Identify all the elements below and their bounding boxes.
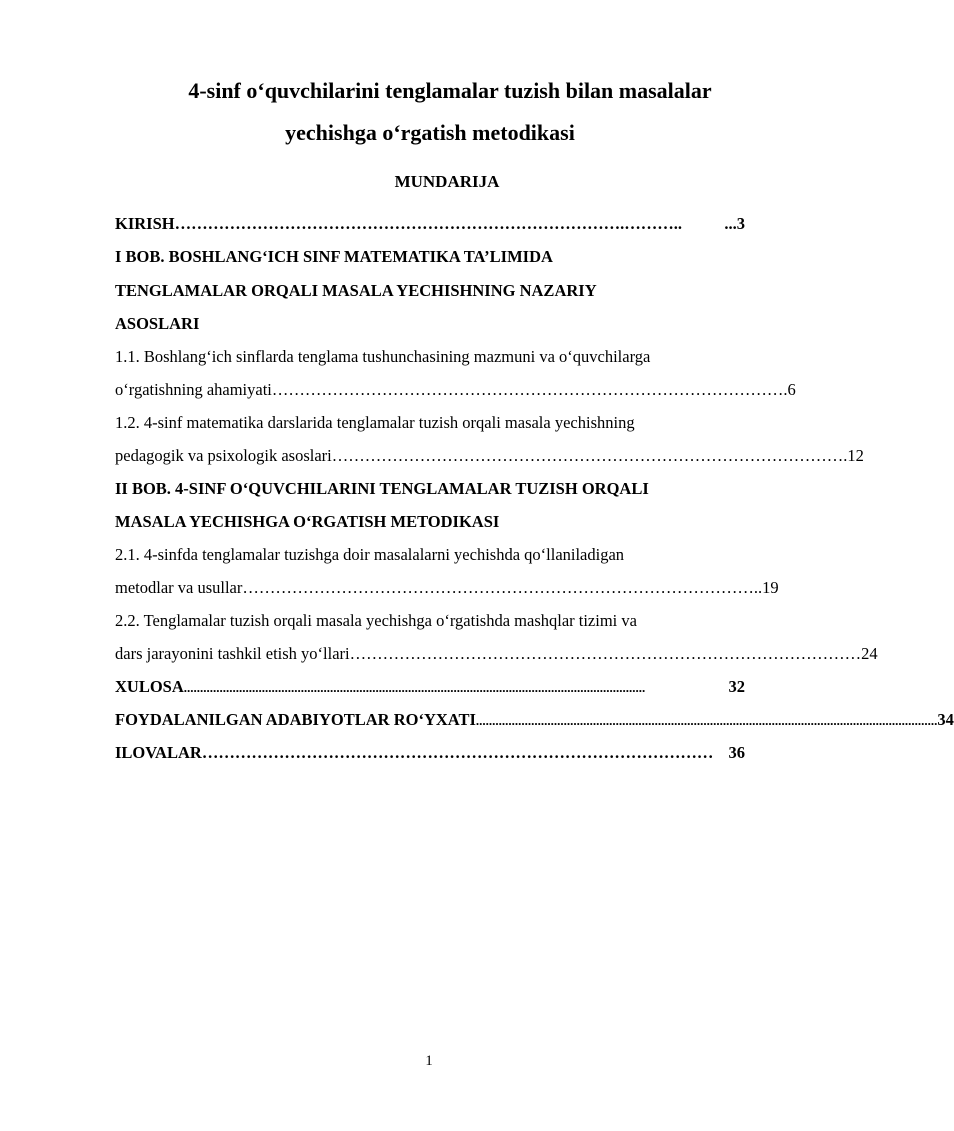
toc-page-number: ..19 xyxy=(753,578,779,597)
toc-heading: MUNDARIJA xyxy=(394,172,500,191)
document-title-line-2: yechishga o‘rgatish metodikasi xyxy=(285,120,575,145)
toc-section-1-2-line-2 xyxy=(115,445,864,467)
document-title-line-1: 4-sinf o‘quvchilarini tenglamalar tuzish bilan masalalar xyxy=(188,78,712,103)
toc-entry-label: XULOSA xyxy=(115,677,184,696)
toc-page-number: .12 xyxy=(843,446,864,465)
toc-page-number: 32 xyxy=(728,677,745,696)
toc-leader-dots: .............................................................................................................................................. xyxy=(475,713,938,728)
toc-entry-adabiyotlar xyxy=(115,709,954,732)
toc-section-1-1-line-1: 1.1. Boshlang‘ich sinflarda tenglama tushunchasining mazmuni va o‘quvchilarga xyxy=(115,347,651,366)
toc-entry-ilovalar xyxy=(115,742,745,764)
toc-entry-label: pedagogik va psixologik asoslari xyxy=(115,446,332,465)
toc-entry-label: metodlar va usullar xyxy=(115,578,243,597)
toc-chapter-2-line-1: II BOB. 4-SINF O‘QUVCHILARINI TENGLAMALAR TUZISH ORQALI xyxy=(115,479,649,498)
toc-section-1-2-line-1: 1.2. 4-sinf matematika darslarida tenglamalar tuzish orqali masala yechishning xyxy=(115,413,635,432)
toc-section-2-1-line-1: 2.1. 4-sinfda tenglamalar tuzishga doir masalalarni yechishda qo‘llaniladigan xyxy=(115,545,625,564)
toc-page-number: 36 xyxy=(728,743,745,762)
toc-section-2-2-line-2 xyxy=(115,643,878,665)
toc-leader-dots: ……………………………………………………………………….……….. xyxy=(174,214,682,233)
toc-entry-label: FOYDALANILGAN ADABIYOTLAR RO‘YXATI xyxy=(115,710,476,729)
toc-leader-dots: ………………………………………………………………………………… xyxy=(242,578,754,597)
toc-chapter-2-line-2: MASALA YECHISHGA O‘RGATISH METODIKASI xyxy=(115,512,500,531)
toc-chapter-1-line-3: ASOSLARI xyxy=(115,314,200,333)
toc-entry-label: o‘rgatishning ahamiyati xyxy=(115,380,272,399)
toc-chapter-1-line-2: TENGLAMALAR ORQALI MASALA YECHISHNING NAZARIY xyxy=(115,281,597,300)
toc-leader-dots: ………………………………………………………………………………… xyxy=(331,446,844,465)
toc-leader-dots: ………………………………………………………………………………… xyxy=(271,380,784,399)
toc-chapter-1-line-1: I BOB. BOSHLANG‘ICH SINF MATEMATIKA TA’LIMIDA xyxy=(115,247,553,266)
toc-entry-xulosa xyxy=(115,676,745,699)
toc-entry-label: ILOVALAR xyxy=(115,743,202,762)
toc-entry-kirish xyxy=(115,213,745,235)
toc-leader-dots: ………………………………………………………………………………… xyxy=(349,644,862,663)
toc-page-number: 24 xyxy=(861,644,878,663)
toc-page-number: ...3 xyxy=(724,214,745,233)
toc-leader-dots: .............................................................................................................................................. xyxy=(183,680,646,695)
toc-page-number: 34 xyxy=(937,710,954,729)
toc-section-2-1-line-2 xyxy=(115,577,779,599)
toc-leader-dots: ………………………………………………………………………………… xyxy=(201,743,714,762)
toc-page-number: .6 xyxy=(783,380,796,399)
toc-section-1-1-line-2 xyxy=(115,379,796,401)
toc-entry-label: dars jarayonini tashkil etish yo‘llari xyxy=(115,644,350,663)
page-number: 1 xyxy=(425,1053,433,1069)
toc-section-2-2-line-1: 2.2. Tenglamalar tuzish orqali masala yechishga o‘rgatishda mashqlar tizimi va xyxy=(115,611,637,630)
toc-entry-label: KIRISH xyxy=(115,214,175,233)
